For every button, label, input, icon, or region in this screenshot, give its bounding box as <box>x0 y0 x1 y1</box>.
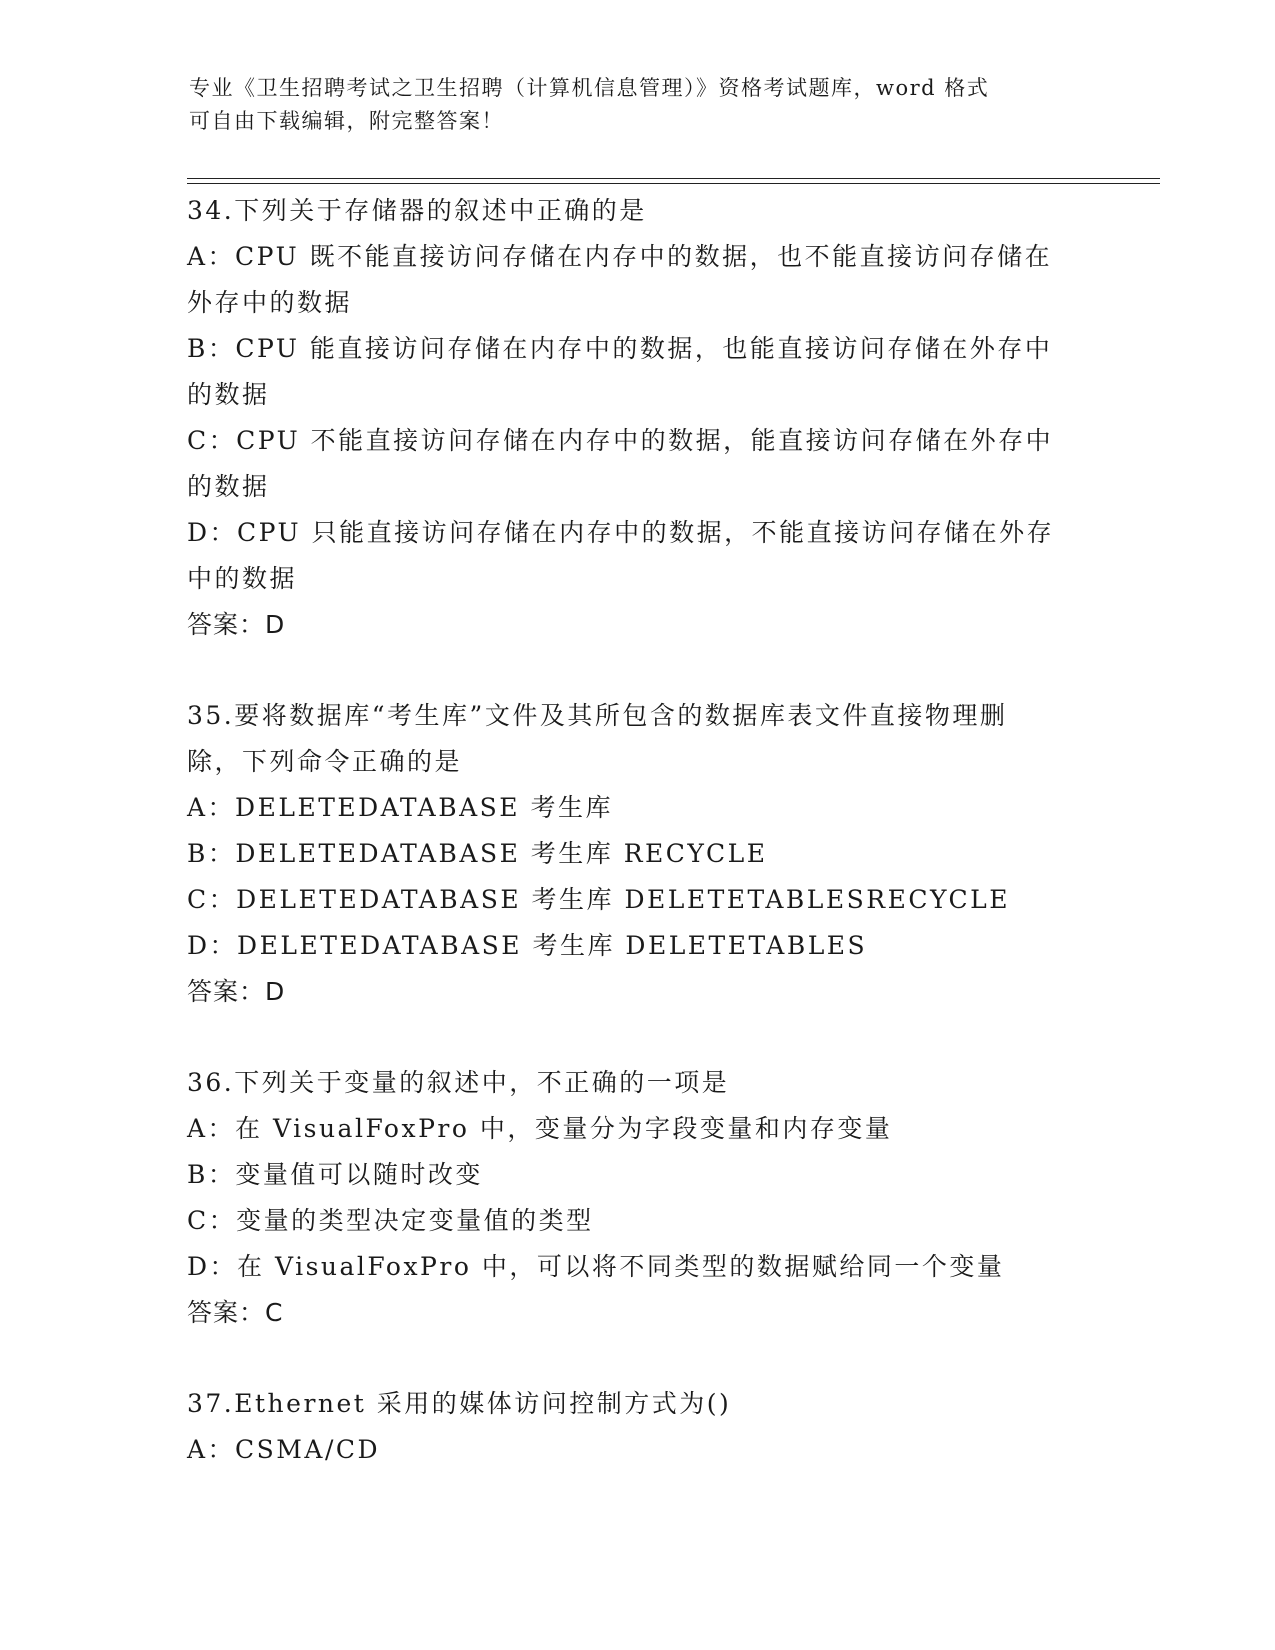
option-a: A：CSMA/CD <box>187 1435 381 1464</box>
option-a: A：在 VisualFoxPro 中，变量分为字段变量和内存变量 <box>187 1114 893 1143</box>
header-rule-top <box>187 178 1160 179</box>
question-stem: 34.下列关于存储器的叙述中正确的是 <box>187 196 647 225</box>
option-a-cont: 外存中的数据 <box>187 288 353 317</box>
question-37 <box>187 1381 1077 1473</box>
header-line-2: 可自由下载编辑，附完整答案！ <box>189 109 504 133</box>
option-c: C：DELETEDATABASE 考生库 DELETETABLESRECYCLE <box>187 885 1011 914</box>
option-b: B：变量值可以随时改变 <box>187 1160 483 1189</box>
option-c: C：CPU 不能直接访问存储在内存中的数据，能直接访问存储在外存中 <box>187 426 1054 455</box>
option-b: B：CPU 能直接访问存储在内存中的数据，也能直接访问存储在外存中 <box>187 334 1053 363</box>
question-36 <box>187 1060 1077 1336</box>
option-c-cont: 的数据 <box>187 472 270 501</box>
question-34 <box>187 188 1077 648</box>
option-b-cont: 的数据 <box>187 380 270 409</box>
option-d: D：CPU 只能直接访问存储在内存中的数据，不能直接访问存储在外存 <box>187 518 1055 547</box>
page-header <box>189 72 1069 138</box>
option-d-cont: 中的数据 <box>187 564 298 593</box>
question-list <box>187 188 1077 1518</box>
question-stem: 37.Ethernet 采用的媒体访问控制方式为() <box>187 1389 732 1418</box>
question-stem: 35.要将数据库“考生库”文件及其所包含的数据库表文件直接物理删 <box>187 701 1008 730</box>
question-stem-cont: 除，下列命令正确的是 <box>187 747 463 776</box>
header-line-1: 专业《卫生招聘考试之卫生招聘（计算机信息管理）》资格考试题库，word 格式 <box>189 76 990 100</box>
question-35 <box>187 693 1077 1015</box>
option-d: D：DELETEDATABASE 考生库 DELETETABLES <box>187 931 868 960</box>
header-rule-bottom <box>187 183 1160 184</box>
answer: 答案：D <box>187 610 286 639</box>
option-a: A：CPU 既不能直接访问存储在内存中的数据，也不能直接访问存储在 <box>187 242 1053 271</box>
answer: 答案：D <box>187 977 286 1006</box>
answer: 答案：C <box>187 1298 284 1327</box>
question-stem: 36.下列关于变量的叙述中，不正确的一项是 <box>187 1068 730 1097</box>
option-d: D：在 VisualFoxPro 中，可以将不同类型的数据赋给同一个变量 <box>187 1252 1005 1281</box>
option-a: A：DELETEDATABASE 考生库 <box>187 793 613 822</box>
option-c: C：变量的类型决定变量值的类型 <box>187 1206 594 1235</box>
option-b: B：DELETEDATABASE 考生库 RECYCLE <box>187 839 768 868</box>
